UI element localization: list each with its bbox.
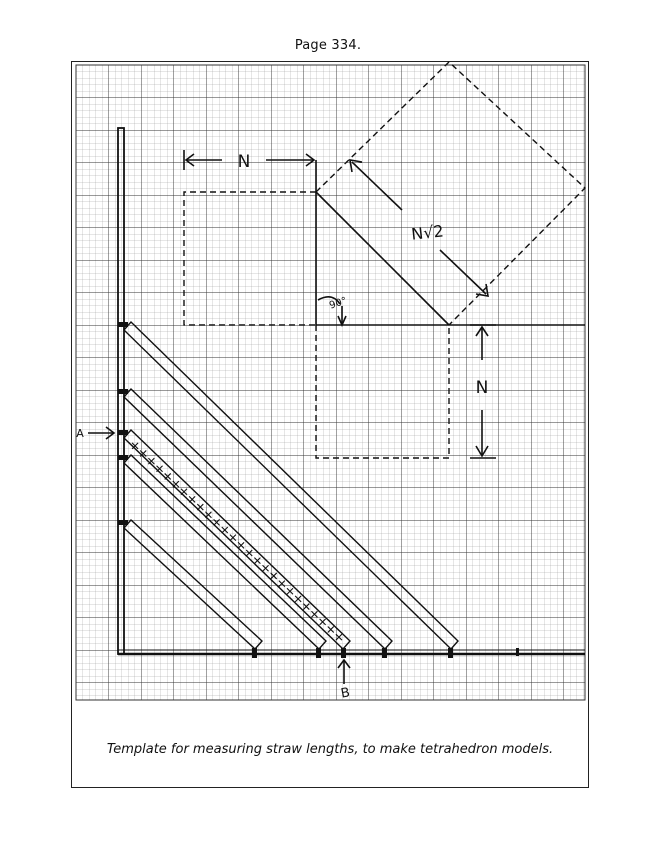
- label-90-degrees: 90°: [328, 295, 349, 312]
- graph-paper: [76, 65, 585, 700]
- label-b: B: [339, 685, 352, 702]
- page-title: Page 334.: [294, 38, 362, 53]
- label-n-root-2: N√2: [410, 221, 445, 244]
- label-n-top: N: [237, 152, 251, 172]
- label-a: A: [76, 427, 84, 440]
- page-caption: Template for measuring straw lengths, to make tetrahedron models.: [106, 742, 554, 757]
- label-n-right: N: [475, 378, 489, 398]
